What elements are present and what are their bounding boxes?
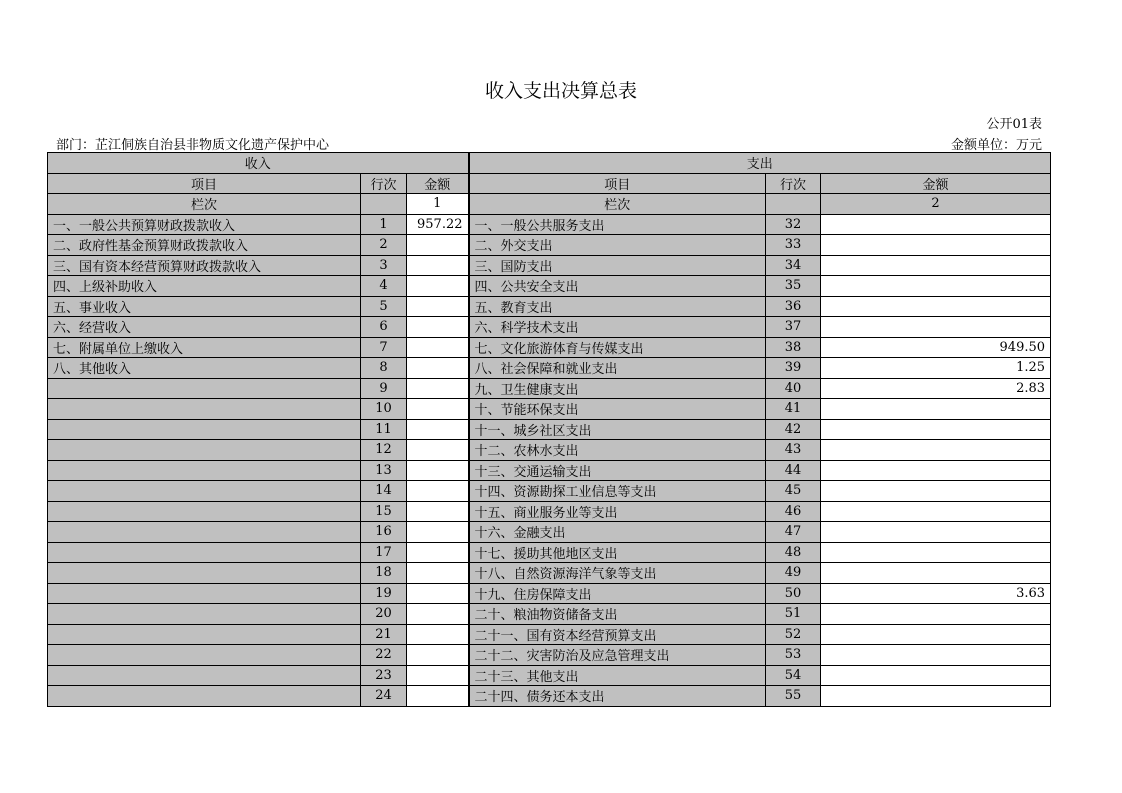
income-amount-header: 金额 [407,173,469,194]
expense-row-no-cell: 41 [766,399,821,420]
expense-item-cell: 十六、金融支出 [469,522,766,543]
income-amount-cell [407,235,469,256]
table-row [48,686,1051,707]
income-column-index: 1 [407,194,469,215]
income-row-no-cell: 11 [361,419,407,440]
table-row [48,337,1051,358]
expense-column-no-label: 栏次 [469,194,766,215]
income-item-cell: 八、其他收入 [48,358,361,379]
expense-amount-cell [821,317,1051,338]
income-amount-cell [407,522,469,543]
income-item-cell [48,501,361,522]
table-row [48,399,1051,420]
expense-item-cell: 四、公共安全支出 [469,276,766,297]
table-row [48,665,1051,686]
income-item-cell [48,686,361,707]
expense-item-cell: 八、社会保障和就业支出 [469,358,766,379]
expense-row-no-cell: 45 [766,481,821,502]
expense-row-no-cell: 35 [766,276,821,297]
income-row-no-cell: 23 [361,665,407,686]
income-item-cell [48,460,361,481]
income-amount-cell [407,276,469,297]
income-amount-cell [407,624,469,645]
expense-row-no-header: 行次 [766,173,821,194]
income-amount-cell [407,378,469,399]
expense-item-cell: 十、节能环保支出 [469,399,766,420]
expense-row-no-cell: 34 [766,255,821,276]
table-row [48,296,1051,317]
expense-item-cell: 二、外交支出 [469,235,766,256]
expense-amount-cell [821,419,1051,440]
income-amount-cell [407,337,469,358]
table-row [48,440,1051,461]
income-item-cell [48,665,361,686]
expense-item-cell: 十九、住房保障支出 [469,583,766,604]
expense-amount-cell [821,460,1051,481]
income-amount-cell [407,563,469,584]
income-item-cell [48,481,361,502]
income-row-no-cell: 1 [361,214,407,235]
income-row-no-cell: 18 [361,563,407,584]
income-row-no-cell: 13 [361,460,407,481]
income-column-no-label: 栏次 [48,194,361,215]
expense-amount-cell [821,665,1051,686]
expense-item-cell: 十二、农林水支出 [469,440,766,461]
expense-item-header: 项目 [469,173,766,194]
expense-amount-cell [821,214,1051,235]
income-row-no-cell: 7 [361,337,407,358]
income-amount-cell [407,604,469,625]
income-row-no-cell: 10 [361,399,407,420]
expense-item-cell: 十七、援助其他地区支出 [469,542,766,563]
expense-row-no-cell: 46 [766,501,821,522]
column-index-row [48,194,1051,215]
expense-section-header: 支出 [469,153,1051,174]
expense-row-no-cell: 37 [766,317,821,338]
income-row-no-cell: 5 [361,296,407,317]
income-item-cell [48,378,361,399]
expense-row-no-cell: 36 [766,296,821,317]
table-row [48,255,1051,276]
expense-item-cell: 十四、资源勘探工业信息等支出 [469,481,766,502]
income-amount-cell [407,358,469,379]
department-label: 部门：芷江侗族自治县非物质文化遗产保护中心 [56,138,330,153]
income-item-header: 项目 [48,173,361,194]
income-amount-cell [407,399,469,420]
income-row-no-cell: 9 [361,378,407,399]
expense-amount-cell [821,440,1051,461]
income-amount-cell [407,419,469,440]
amount-unit-label: 金额单位：万元 [950,138,1042,153]
income-row-no-cell: 15 [361,501,407,522]
table-row [48,563,1051,584]
income-amount-cell [407,686,469,707]
income-row-no-cell: 8 [361,358,407,379]
table-row [48,358,1051,379]
income-amount-cell [407,296,469,317]
income-row-no-cell: 4 [361,276,407,297]
expense-row-no-cell: 55 [766,686,821,707]
income-item-cell: 一、一般公共预算财政拨款收入 [48,214,361,235]
income-item-cell [48,563,361,584]
income-item-cell [48,645,361,666]
expense-amount-cell [821,255,1051,276]
income-item-cell [48,419,361,440]
expense-amount-cell [821,542,1051,563]
expense-item-cell: 十五、商业服务业等支出 [469,501,766,522]
income-item-cell: 七、附属单位上缴收入 [48,337,361,358]
income-amount-cell [407,583,469,604]
income-row-no-cell: 12 [361,440,407,461]
expense-item-cell: 十三、交通运输支出 [469,460,766,481]
expense-amount-cell [821,399,1051,420]
income-item-cell [48,624,361,645]
income-amount-cell [407,460,469,481]
income-item-cell: 四、上级补助收入 [48,276,361,297]
expense-row-no-cell: 49 [766,563,821,584]
table-row [48,378,1051,399]
income-row-no-cell: 24 [361,686,407,707]
expense-row-no-cell: 48 [766,542,821,563]
expense-row-no-cell: 54 [766,665,821,686]
expense-item-cell: 九、卫生健康支出 [469,378,766,399]
income-row-no-cell: 17 [361,542,407,563]
income-item-cell [48,604,361,625]
expense-item-cell: 十一、城乡社区支出 [469,419,766,440]
income-row-no-cell: 14 [361,481,407,502]
table-row [48,583,1051,604]
expense-item-cell: 三、国防支出 [469,255,766,276]
expense-amount-cell [821,563,1051,584]
income-amount-cell [407,440,469,461]
income-amount-cell [407,481,469,502]
expense-row-no-cell: 40 [766,378,821,399]
income-row-no-cell: 6 [361,317,407,338]
income-amount-cell [407,317,469,338]
income-amount-cell [407,501,469,522]
table-row [48,317,1051,338]
expense-row-no-cell: 47 [766,522,821,543]
table-row [48,419,1051,440]
table-row [48,276,1051,297]
expense-column-index: 2 [821,194,1051,215]
table-row [48,624,1051,645]
expense-amount-cell [821,501,1051,522]
income-row-no-header: 行次 [361,173,407,194]
expense-row-no-cell: 52 [766,624,821,645]
expense-item-cell: 五、教育支出 [469,296,766,317]
table-row [48,501,1051,522]
expense-amount-cell: 949.50 [821,337,1051,358]
expense-row-no-cell: 32 [766,214,821,235]
expense-amount-cell: 3.63 [821,583,1051,604]
expense-row-no-cell: 51 [766,604,821,625]
table-row [48,645,1051,666]
income-item-cell: 六、经营收入 [48,317,361,338]
income-item-cell [48,440,361,461]
section-header-row [48,153,1051,174]
expense-amount-cell [821,235,1051,256]
expense-item-cell: 二十、粮油物资储备支出 [469,604,766,625]
income-item-cell: 三、国有资本经营预算财政拨款收入 [48,255,361,276]
income-row-no-cell: 20 [361,604,407,625]
income-item-cell [48,583,361,604]
expense-amount-cell [821,645,1051,666]
income-amount-cell [407,665,469,686]
expense-item-cell: 十八、自然资源海洋气象等支出 [469,563,766,584]
income-column-no-blank [361,194,407,215]
table-row [48,542,1051,563]
expense-item-cell: 七、文化旅游体育与传媒支出 [469,337,766,358]
expense-item-cell: 六、科学技术支出 [469,317,766,338]
page-title: 收入支出决算总表 [484,80,637,102]
expense-row-no-cell: 44 [766,460,821,481]
expense-amount-cell [821,522,1051,543]
expense-amount-cell [821,604,1051,625]
income-item-cell: 五、事业收入 [48,296,361,317]
income-row-no-cell: 19 [361,583,407,604]
expense-row-no-cell: 39 [766,358,821,379]
income-row-no-cell: 22 [361,645,407,666]
expense-item-cell: 一、一般公共服务支出 [469,214,766,235]
expense-amount-cell [821,624,1051,645]
expense-amount-header: 金额 [821,173,1051,194]
expense-item-cell: 二十四、债务还本支出 [469,686,766,707]
expense-item-cell: 二十一、国有资本经营预算支出 [469,624,766,645]
income-amount-cell [407,542,469,563]
expense-amount-cell [821,686,1051,707]
table-row [48,481,1051,502]
income-expense-table [47,152,1051,707]
expense-amount-cell [821,481,1051,502]
income-amount-cell [407,255,469,276]
income-row-no-cell: 3 [361,255,407,276]
expense-row-no-cell: 38 [766,337,821,358]
table-row [48,460,1051,481]
table-row [48,235,1051,256]
table-row [48,214,1051,235]
income-item-cell [48,542,361,563]
income-item-cell: 二、政府性基金预算财政拨款收入 [48,235,361,256]
expense-amount-cell [821,296,1051,317]
income-amount-cell [407,645,469,666]
expense-row-no-cell: 43 [766,440,821,461]
income-item-cell [48,399,361,420]
expense-row-no-cell: 42 [766,419,821,440]
income-row-no-cell: 16 [361,522,407,543]
expense-amount-cell [821,276,1051,297]
income-amount-cell: 957.22 [407,214,469,235]
income-row-no-cell: 2 [361,235,407,256]
expense-column-no-blank [766,194,821,215]
expense-amount-cell: 2.83 [821,378,1051,399]
expense-row-no-cell: 33 [766,235,821,256]
form-number: 公开01表 [986,117,1042,132]
expense-item-cell: 二十二、灾害防治及应急管理支出 [469,645,766,666]
expense-row-no-cell: 50 [766,583,821,604]
expense-row-no-cell: 53 [766,645,821,666]
table-row [48,522,1051,543]
expense-amount-cell: 1.25 [821,358,1051,379]
income-section-header: 收入 [48,153,469,174]
expense-item-cell: 二十三、其他支出 [469,665,766,686]
table-row [48,604,1051,625]
income-item-cell [48,522,361,543]
income-row-no-cell: 21 [361,624,407,645]
column-header-row [48,173,1051,194]
